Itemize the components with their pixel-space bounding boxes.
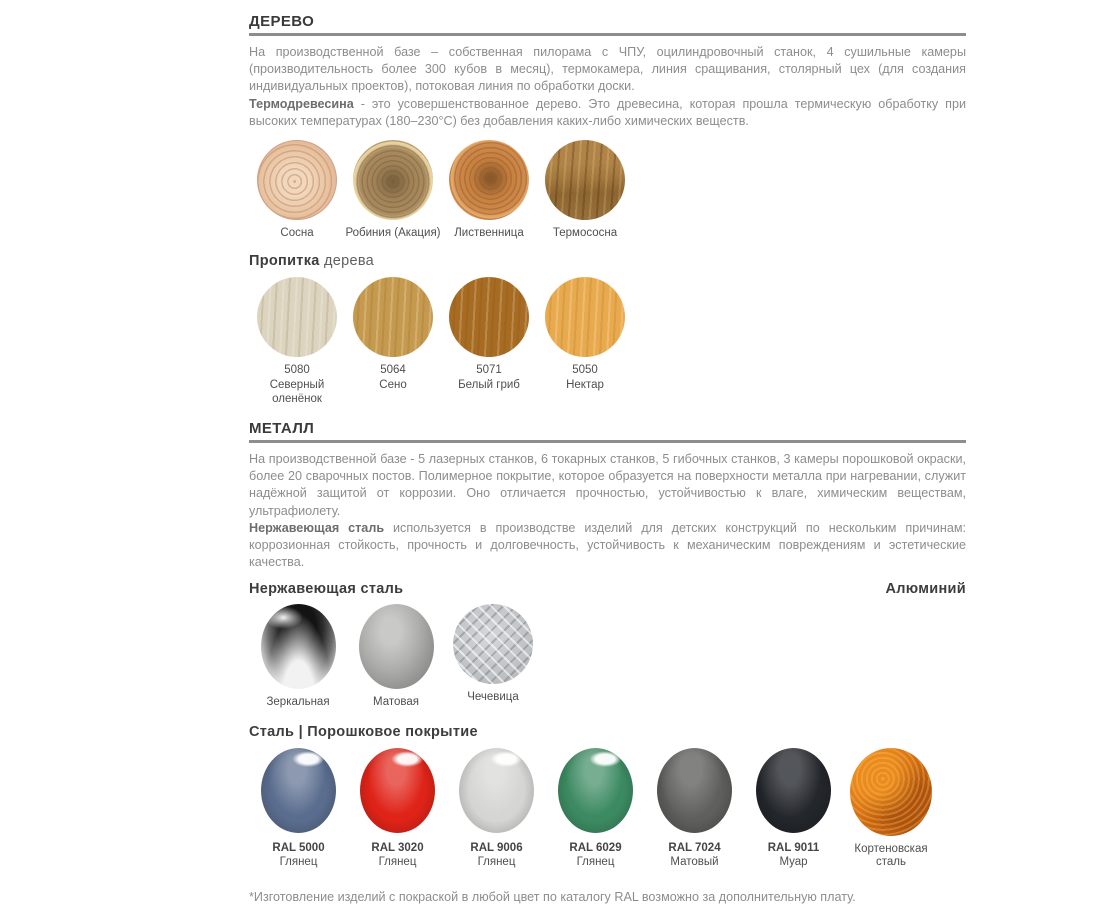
wood-intro-text: На производственной базе – собственная пилорама с ЧПУ, оцилиндровочный станок, 4 сушильные камеры (производительность более 300 кубов в месяц), термокамера, линия сращивания, столярный цех (для создания индивидуальных проектов), потоковая линия по обработки доски. — [249, 45, 966, 94]
aluminum-item — [445, 604, 541, 705]
section-divider — [249, 33, 966, 36]
section-divider — [249, 440, 966, 443]
corten-label: Кортеновская сталь — [854, 842, 928, 869]
powder-item — [249, 748, 348, 870]
stainless-item — [249, 604, 347, 710]
stainless-text: используется в производстве изделий для детских конструкций по нескольким причинам: коррозионная стойкость, прочность и долговечность, устойчивость к механическим повреждениям и эстетические качества. — [249, 520, 966, 570]
aluminum-finish-label: Чечевица — [467, 691, 519, 704]
wood-species-label: Термососна — [552, 227, 618, 240]
wood-species-row — [249, 140, 966, 241]
powder-item — [546, 748, 645, 870]
wood-section-title: ДЕРЕВО — [249, 13, 315, 30]
wood-species-label: Робиния (Акация) — [345, 227, 441, 240]
finish-label: Матовый — [670, 855, 719, 868]
ral-code-label: RAL 9006 — [470, 841, 523, 854]
impregnation-item — [249, 277, 345, 407]
wood-species-item — [441, 140, 537, 241]
finish-label: Глянец — [279, 855, 318, 868]
corten-item — [843, 748, 939, 870]
powder-item — [447, 748, 546, 870]
ral-code-label: RAL 5000 — [272, 841, 325, 854]
diamond-plate-swatch — [453, 604, 533, 684]
ral-6029-ball — [558, 748, 633, 833]
ral-5000-ball — [261, 748, 336, 833]
pine-slice-swatch — [257, 140, 337, 220]
impregnation-code: 5064 — [380, 363, 406, 376]
impregnation-title: Пропитка дерева — [249, 252, 375, 269]
impregnation-name: Нектар — [566, 379, 604, 392]
impregnation-item — [441, 277, 537, 393]
ral-code-label: RAL 6029 — [569, 841, 622, 854]
larch-slice-swatch — [449, 140, 529, 220]
metal-intro-paragraph — [249, 451, 966, 520]
ral-3020-ball — [360, 748, 435, 833]
stainless-item — [347, 604, 445, 710]
ral-9011-ball — [756, 748, 831, 833]
metal-section — [249, 420, 966, 870]
impregnation-name: Сено — [379, 379, 407, 392]
wood-intro-paragraph — [249, 44, 966, 96]
catalog-page — [249, 0, 966, 904]
metal-intro-text: На производственной базе - 5 лазерных станков, 6 токарных станков, 5 гибочных станков, 3 камеры порошковой окраски, более 20 сварочных постов. Полимерное покрытие, которое образуется на поверхности металла при нагревании, служит надёжной защитой от коррозии. Оно отличается прочностью, устойчивостью к влаге, химическим веществам, ультрафиолету. — [249, 452, 966, 518]
stainless-paragraph — [249, 520, 966, 572]
matte-steel-ball — [359, 604, 434, 689]
finish-label: Глянец — [576, 855, 615, 868]
thermowood-paragraph — [249, 96, 966, 130]
metal-section-title: МЕТАЛЛ — [249, 420, 315, 438]
ral-code-label: RAL 9011 — [767, 841, 820, 854]
powder-item — [645, 748, 744, 870]
wood-species-item — [249, 140, 345, 241]
ral-code-label: RAL 3020 — [371, 841, 424, 854]
stainless-row — [249, 604, 966, 710]
stainless-finish-label: Матовая — [373, 696, 419, 709]
impregnation-code: 5050 — [572, 363, 598, 376]
impregnation-item — [537, 277, 633, 393]
wood-species-label: Сосна — [280, 227, 314, 240]
powder-coating-row — [249, 748, 966, 870]
finish-label: Глянец — [477, 855, 516, 868]
wood-species-label: Лиственница — [454, 227, 524, 240]
robinia-slice-swatch — [353, 140, 433, 220]
finish-label: Муар — [779, 855, 808, 868]
impregnation-name: Белый гриб — [458, 379, 520, 392]
impregnation-swatch-5050 — [545, 277, 625, 357]
impregnation-code: 5071 — [476, 363, 502, 376]
powder-item — [744, 748, 843, 870]
ral-7024-ball — [657, 748, 732, 833]
corten-steel-swatch — [850, 748, 932, 836]
thermowood-lead: Термодревесина — [249, 96, 354, 111]
wood-species-item — [537, 140, 633, 241]
thermopine-swatch — [545, 140, 625, 220]
ral-9006-ball — [459, 748, 534, 833]
impregnation-swatch-5064 — [353, 277, 433, 357]
mirror-steel-ball — [261, 604, 336, 689]
impregnation-code: 5080 — [284, 363, 310, 376]
powder-coating-title: Сталь | Порошковое покрытие — [249, 723, 478, 740]
wood-species-item — [345, 140, 441, 241]
finish-label: Глянец — [378, 855, 417, 868]
impregnation-swatch-5080 — [257, 277, 337, 357]
impregnation-item — [345, 277, 441, 393]
powder-item — [348, 748, 447, 870]
ral-footnote: *Изготовление изделий с покраской в любой цвет по каталогу RAL возможно за дополнительную плату. — [249, 889, 856, 904]
aluminum-title: Алюминий — [885, 581, 966, 598]
impregnation-swatch-5071 — [449, 277, 529, 357]
stainless-lead: Нержавеющая сталь — [249, 520, 385, 535]
thermowood-text: - это усовершенствованное дерево. Это древесина, которая прошла термическую обработку при высоких температурах (180–230°С) без добавления каких-либо химических веществ. — [249, 96, 966, 128]
stainless-finish-label: Зеркальная — [266, 696, 330, 709]
steel-headings-row — [249, 581, 966, 597]
wood-section — [249, 13, 966, 406]
ral-code-label: RAL 7024 — [668, 841, 721, 854]
stainless-steel-title: Нержавеющая сталь — [249, 581, 404, 598]
impregnation-row — [249, 277, 966, 407]
impregnation-name: Северный оленёнок — [269, 379, 325, 405]
